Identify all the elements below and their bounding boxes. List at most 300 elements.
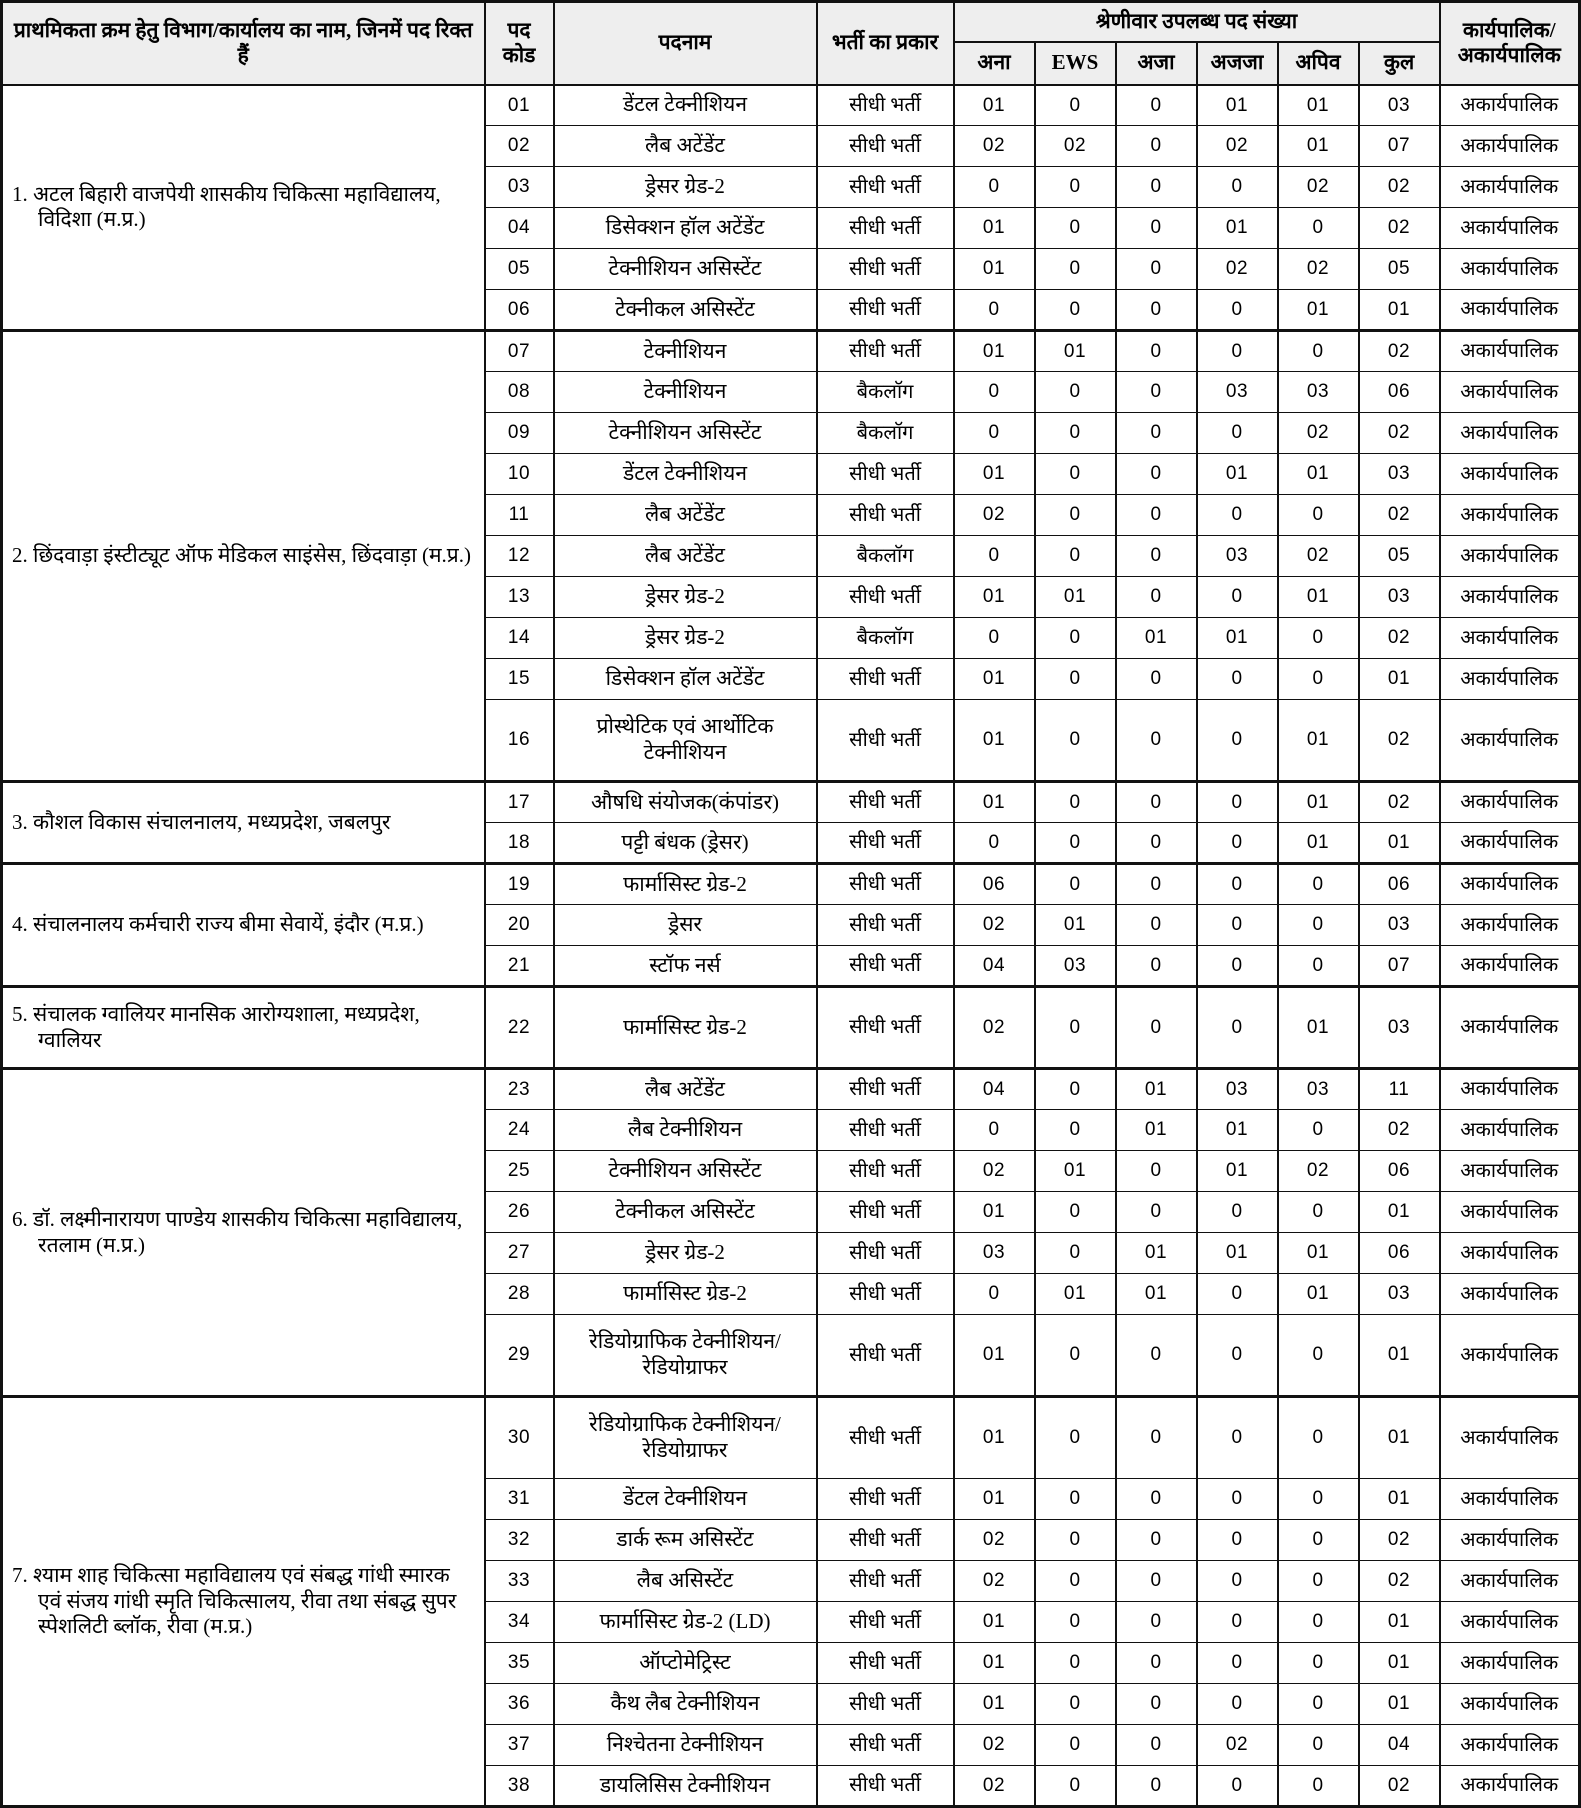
exec-cell: अकार्यपालिक <box>1440 1110 1580 1151</box>
count-aja-cell: 0 <box>1116 659 1197 700</box>
count-ajja-cell: 0 <box>1197 1315 1278 1397</box>
count-una-cell: 02 <box>954 495 1035 536</box>
count-ajja-cell: 0 <box>1197 1561 1278 1602</box>
post-code-cell: 18 <box>485 823 554 864</box>
count-ews-cell: 0 <box>1035 1192 1116 1233</box>
count-total-cell: 03 <box>1359 577 1440 618</box>
recruit-type-cell: सीधी भर्ती <box>817 1643 954 1684</box>
count-aja-cell: 01 <box>1116 618 1197 659</box>
count-ews-cell: 0 <box>1035 1725 1116 1766</box>
count-aja-cell: 01 <box>1116 1110 1197 1151</box>
post-name-cell: लैब अटेंडेंट <box>554 495 817 536</box>
count-una-cell: 0 <box>954 167 1035 208</box>
post-name-cell: टेक्नीशियन असिस्टेंट <box>554 1151 817 1192</box>
post-name-cell: लैब असिस्टेंट <box>554 1561 817 1602</box>
table-row <box>2 864 1580 905</box>
count-apiv-cell: 0 <box>1278 1602 1359 1643</box>
count-ews-cell: 0 <box>1035 85 1116 126</box>
count-aja-cell: 0 <box>1116 126 1197 167</box>
recruit-type-cell: सीधी भर्ती <box>817 1766 954 1807</box>
post-name-cell: टेक्नीशियन असिस्टेंट <box>554 413 817 454</box>
count-ajja-cell: 0 <box>1197 864 1278 905</box>
post-code-cell: 29 <box>485 1315 554 1397</box>
count-aja-cell: 0 <box>1116 1725 1197 1766</box>
count-ews-cell: 0 <box>1035 1069 1116 1110</box>
department-name: 4. संचालनालय कर्मचारी राज्य बीमा सेवायें, इंदौर (म.प्र.) <box>12 912 424 937</box>
post-code-cell: 26 <box>485 1192 554 1233</box>
count-total-cell: 01 <box>1359 1315 1440 1397</box>
count-apiv-cell: 03 <box>1278 1069 1359 1110</box>
exec-cell: अकार्यपालिक <box>1440 331 1580 372</box>
count-total-cell: 06 <box>1359 372 1440 413</box>
count-una-cell: 02 <box>954 987 1035 1069</box>
department-cell <box>2 782 485 864</box>
department-cell <box>2 987 485 1069</box>
post-name-cell: डायलिसिस टेक्नीशियन <box>554 1766 817 1807</box>
recruit-type-cell: सीधी भर्ती <box>817 1725 954 1766</box>
table-row <box>2 987 1580 1069</box>
recruit-type-cell: सीधी भर्ती <box>817 700 954 782</box>
header-post-name: पदनाम <box>554 2 817 85</box>
recruit-type-cell: बैकलॉग <box>817 536 954 577</box>
count-ews-cell: 0 <box>1035 208 1116 249</box>
count-una-cell: 01 <box>954 454 1035 495</box>
exec-cell: अकार्यपालिक <box>1440 454 1580 495</box>
count-aja-cell: 0 <box>1116 372 1197 413</box>
post-name-cell: टेक्नीशियन असिस्टेंट <box>554 249 817 290</box>
recruit-type-cell: सीधी भर्ती <box>817 167 954 208</box>
count-aja-cell: 0 <box>1116 1151 1197 1192</box>
count-apiv-cell: 01 <box>1278 1233 1359 1274</box>
count-ajja-cell: 0 <box>1197 1520 1278 1561</box>
post-code-cell: 01 <box>485 85 554 126</box>
count-apiv-cell: 02 <box>1278 413 1359 454</box>
count-apiv-cell: 0 <box>1278 1110 1359 1151</box>
count-aja-cell: 0 <box>1116 864 1197 905</box>
count-ajja-cell: 03 <box>1197 1069 1278 1110</box>
count-una-cell: 0 <box>954 290 1035 331</box>
count-ews-cell: 0 <box>1035 987 1116 1069</box>
count-una-cell: 01 <box>954 331 1035 372</box>
count-aja-cell: 0 <box>1116 823 1197 864</box>
count-ajja-cell: 0 <box>1197 577 1278 618</box>
count-total-cell: 06 <box>1359 1233 1440 1274</box>
post-code-cell: 13 <box>485 577 554 618</box>
header-category-1: EWS <box>1035 42 1116 85</box>
department-cell <box>2 1069 485 1397</box>
header-category-group: श्रेणीवार उपलब्ध पद संख्या <box>954 2 1440 42</box>
exec-cell: अकार्यपालिक <box>1440 1192 1580 1233</box>
post-name-cell: टेक्नीकल असिस्टेंट <box>554 290 817 331</box>
count-apiv-cell: 02 <box>1278 167 1359 208</box>
recruit-type-cell: सीधी भर्ती <box>817 1520 954 1561</box>
post-code-cell: 04 <box>485 208 554 249</box>
exec-cell: अकार्यपालिक <box>1440 1725 1580 1766</box>
count-una-cell: 01 <box>954 208 1035 249</box>
count-apiv-cell: 0 <box>1278 864 1359 905</box>
count-aja-cell: 0 <box>1116 905 1197 946</box>
count-apiv-cell: 0 <box>1278 1643 1359 1684</box>
count-total-cell: 03 <box>1359 85 1440 126</box>
count-total-cell: 02 <box>1359 618 1440 659</box>
count-una-cell: 0 <box>954 413 1035 454</box>
exec-cell: अकार्यपालिक <box>1440 126 1580 167</box>
post-name-cell: औषधि संयोजक(कंपांडर) <box>554 782 817 823</box>
table-row <box>2 1069 1580 1110</box>
count-total-cell: 06 <box>1359 864 1440 905</box>
count-apiv-cell: 02 <box>1278 1151 1359 1192</box>
post-code-cell: 27 <box>485 1233 554 1274</box>
exec-cell: अकार्यपालिक <box>1440 413 1580 454</box>
count-ews-cell: 0 <box>1035 1766 1116 1807</box>
post-name-cell: टेक्नीशियन <box>554 372 817 413</box>
exec-cell: अकार्यपालिक <box>1440 372 1580 413</box>
exec-cell: अकार्यपालिक <box>1440 1602 1580 1643</box>
count-apiv-cell: 0 <box>1278 1766 1359 1807</box>
post-code-cell: 12 <box>485 536 554 577</box>
count-total-cell: 04 <box>1359 1725 1440 1766</box>
post-code-cell: 22 <box>485 987 554 1069</box>
post-name-cell: डेंटल टेक्नीशियन <box>554 454 817 495</box>
count-una-cell: 04 <box>954 946 1035 987</box>
count-ews-cell: 01 <box>1035 905 1116 946</box>
count-ews-cell: 0 <box>1035 290 1116 331</box>
exec-cell: अकार्यपालिक <box>1440 700 1580 782</box>
count-una-cell: 02 <box>954 1725 1035 1766</box>
post-code-cell: 03 <box>485 167 554 208</box>
post-name-cell: निश्चेतना टेक्नीशियन <box>554 1725 817 1766</box>
post-name-cell: ऑप्टोमेट्रिस्ट <box>554 1643 817 1684</box>
count-total-cell: 05 <box>1359 249 1440 290</box>
count-apiv-cell: 01 <box>1278 454 1359 495</box>
department-cell <box>2 1397 485 1807</box>
post-code-cell: 14 <box>485 618 554 659</box>
exec-cell: अकार्यपालिक <box>1440 536 1580 577</box>
count-ajja-cell: 0 <box>1197 987 1278 1069</box>
count-total-cell: 11 <box>1359 1069 1440 1110</box>
department-cell <box>2 331 485 782</box>
count-una-cell: 02 <box>954 1151 1035 1192</box>
count-ews-cell: 0 <box>1035 249 1116 290</box>
post-code-cell: 34 <box>485 1602 554 1643</box>
count-ajja-cell: 0 <box>1197 167 1278 208</box>
count-aja-cell: 0 <box>1116 413 1197 454</box>
post-name-cell: टेक्नीशियन <box>554 331 817 372</box>
count-ajja-cell: 0 <box>1197 495 1278 536</box>
count-aja-cell: 01 <box>1116 1069 1197 1110</box>
count-ajja-cell: 0 <box>1197 782 1278 823</box>
post-name-cell: ड्रेसर ग्रेड-2 <box>554 1233 817 1274</box>
count-ajja-cell: 01 <box>1197 1110 1278 1151</box>
count-aja-cell: 0 <box>1116 1602 1197 1643</box>
count-total-cell: 02 <box>1359 1110 1440 1151</box>
post-name-cell: रेडियोग्राफिक टेक्नीशियन/रेडियोग्राफर <box>554 1397 817 1479</box>
post-name-cell: फार्मासिस्ट ग्रेड-2 (LD) <box>554 1602 817 1643</box>
count-ajja-cell: 0 <box>1197 1274 1278 1315</box>
exec-cell: अकार्यपालिक <box>1440 1069 1580 1110</box>
count-aja-cell: 0 <box>1116 577 1197 618</box>
count-apiv-cell: 02 <box>1278 536 1359 577</box>
count-aja-cell: 0 <box>1116 1520 1197 1561</box>
count-apiv-cell: 01 <box>1278 85 1359 126</box>
count-apiv-cell: 0 <box>1278 495 1359 536</box>
post-code-cell: 19 <box>485 864 554 905</box>
count-ews-cell: 01 <box>1035 577 1116 618</box>
department-name: 1. अटल बिहारी वाजपेयी शासकीय चिकित्सा महाविद्यालय, विदिशा (म.प्र.) <box>12 181 441 232</box>
table-header <box>2 2 1580 85</box>
count-ajja-cell: 0 <box>1197 700 1278 782</box>
count-una-cell: 01 <box>954 700 1035 782</box>
recruit-type-cell: सीधी भर्ती <box>817 782 954 823</box>
count-apiv-cell: 0 <box>1278 331 1359 372</box>
count-aja-cell: 0 <box>1116 454 1197 495</box>
post-code-cell: 09 <box>485 413 554 454</box>
post-name-cell: फार्मासिस्ट ग्रेड-2 <box>554 864 817 905</box>
count-una-cell: 01 <box>954 1397 1035 1479</box>
recruit-type-cell: सीधी भर्ती <box>817 1479 954 1520</box>
post-code-cell: 24 <box>485 1110 554 1151</box>
post-name-cell: ड्रेसर ग्रेड-2 <box>554 618 817 659</box>
vacancy-table-body <box>2 85 1580 1807</box>
count-ews-cell: 0 <box>1035 864 1116 905</box>
count-apiv-cell: 0 <box>1278 1520 1359 1561</box>
count-ajja-cell: 03 <box>1197 536 1278 577</box>
post-code-cell: 38 <box>485 1766 554 1807</box>
count-ews-cell: 0 <box>1035 1643 1116 1684</box>
count-total-cell: 02 <box>1359 413 1440 454</box>
count-apiv-cell: 0 <box>1278 1397 1359 1479</box>
count-una-cell: 0 <box>954 372 1035 413</box>
exec-cell: अकार्यपालिक <box>1440 1520 1580 1561</box>
count-apiv-cell: 0 <box>1278 659 1359 700</box>
recruit-type-cell: सीधी भर्ती <box>817 85 954 126</box>
count-ews-cell: 0 <box>1035 659 1116 700</box>
count-ajja-cell: 0 <box>1197 1397 1278 1479</box>
count-una-cell: 02 <box>954 1766 1035 1807</box>
post-code-cell: 10 <box>485 454 554 495</box>
post-name-cell: डेंटल टेक्नीशियन <box>554 1479 817 1520</box>
count-total-cell: 06 <box>1359 1151 1440 1192</box>
count-una-cell: 02 <box>954 1520 1035 1561</box>
exec-cell: अकार्यपालिक <box>1440 249 1580 290</box>
count-apiv-cell: 01 <box>1278 987 1359 1069</box>
recruit-type-cell: सीधी भर्ती <box>817 495 954 536</box>
count-ajja-cell: 0 <box>1197 1479 1278 1520</box>
exec-cell: अकार्यपालिक <box>1440 905 1580 946</box>
count-una-cell: 0 <box>954 536 1035 577</box>
exec-cell: अकार्यपालिक <box>1440 1684 1580 1725</box>
post-name-cell: कैथ लैब टेक्नीशियन <box>554 1684 817 1725</box>
count-ews-cell: 01 <box>1035 1274 1116 1315</box>
header-recruit-type: भर्ती का प्रकार <box>817 2 954 85</box>
count-total-cell: 03 <box>1359 1274 1440 1315</box>
post-code-cell: 25 <box>485 1151 554 1192</box>
count-ews-cell: 03 <box>1035 946 1116 987</box>
count-ajja-cell: 03 <box>1197 372 1278 413</box>
post-name-cell: डार्क रूम असिस्टेंट <box>554 1520 817 1561</box>
count-total-cell: 01 <box>1359 290 1440 331</box>
recruit-type-cell: बैकलॉग <box>817 413 954 454</box>
count-ews-cell: 01 <box>1035 331 1116 372</box>
count-una-cell: 02 <box>954 126 1035 167</box>
count-una-cell: 01 <box>954 782 1035 823</box>
count-aja-cell: 0 <box>1116 782 1197 823</box>
count-apiv-cell: 01 <box>1278 700 1359 782</box>
post-name-cell: ड्रेसर <box>554 905 817 946</box>
count-total-cell: 07 <box>1359 126 1440 167</box>
count-total-cell: 02 <box>1359 782 1440 823</box>
count-ews-cell: 0 <box>1035 1479 1116 1520</box>
post-name-cell: प्रोस्थेटिक एवं आर्थोटिक टेक्नीशियन <box>554 700 817 782</box>
count-aja-cell: 0 <box>1116 1684 1197 1725</box>
count-una-cell: 01 <box>954 1602 1035 1643</box>
exec-cell: अकार्यपालिक <box>1440 167 1580 208</box>
recruit-type-cell: सीधी भर्ती <box>817 905 954 946</box>
count-aja-cell: 0 <box>1116 331 1197 372</box>
table-row <box>2 331 1580 372</box>
count-aja-cell: 0 <box>1116 536 1197 577</box>
count-ews-cell: 0 <box>1035 495 1116 536</box>
exec-cell: अकार्यपालिक <box>1440 1397 1580 1479</box>
header-exec: कार्यपालिक/ अकार्यपालिक <box>1440 2 1580 85</box>
count-una-cell: 01 <box>954 1479 1035 1520</box>
count-ajja-cell: 01 <box>1197 454 1278 495</box>
count-aja-cell: 0 <box>1116 290 1197 331</box>
department-name: 7. श्याम शाह चिकित्सा महाविद्यालय एवं संबद्ध गांधी स्मारक एवं संजय गांधी स्मृति चिकित्सालय, रीवा तथा संबद्ध सुपर स्पेशलिटी ब्लॉक, रीवा (म.प्र.) <box>12 1563 457 1639</box>
count-una-cell: 01 <box>954 1315 1035 1397</box>
count-una-cell: 01 <box>954 1192 1035 1233</box>
recruit-type-cell: सीधी भर्ती <box>817 864 954 905</box>
exec-cell: अकार्यपालिक <box>1440 1233 1580 1274</box>
recruit-type-cell: सीधी भर्ती <box>817 1192 954 1233</box>
count-una-cell: 01 <box>954 1684 1035 1725</box>
count-ews-cell: 0 <box>1035 823 1116 864</box>
recruit-type-cell: बैकलॉग <box>817 618 954 659</box>
count-una-cell: 01 <box>954 659 1035 700</box>
count-aja-cell: 0 <box>1116 1766 1197 1807</box>
count-total-cell: 02 <box>1359 700 1440 782</box>
count-ews-cell: 0 <box>1035 167 1116 208</box>
post-name-cell: डेंटल टेक्नीशियन <box>554 85 817 126</box>
exec-cell: अकार्यपालिक <box>1440 864 1580 905</box>
count-aja-cell: 0 <box>1116 249 1197 290</box>
exec-cell: अकार्यपालिक <box>1440 495 1580 536</box>
count-apiv-cell: 01 <box>1278 577 1359 618</box>
post-name-cell: स्टॉफ नर्स <box>554 946 817 987</box>
count-total-cell: 01 <box>1359 1479 1440 1520</box>
count-una-cell: 02 <box>954 1561 1035 1602</box>
count-ews-cell: 0 <box>1035 1520 1116 1561</box>
post-code-cell: 28 <box>485 1274 554 1315</box>
count-aja-cell: 0 <box>1116 987 1197 1069</box>
post-name-cell: लैब अटेंडेंट <box>554 126 817 167</box>
count-ews-cell: 0 <box>1035 1315 1116 1397</box>
count-ews-cell: 0 <box>1035 1397 1116 1479</box>
count-ajja-cell: 0 <box>1197 946 1278 987</box>
count-aja-cell: 0 <box>1116 700 1197 782</box>
post-name-cell: डिसेक्शन हॉल अटेंडेंट <box>554 208 817 249</box>
post-name-cell: टेक्नीकल असिस्टेंट <box>554 1192 817 1233</box>
count-ews-cell: 0 <box>1035 1233 1116 1274</box>
count-una-cell: 01 <box>954 577 1035 618</box>
count-total-cell: 02 <box>1359 208 1440 249</box>
post-code-cell: 20 <box>485 905 554 946</box>
count-aja-cell: 0 <box>1116 1643 1197 1684</box>
recruit-type-cell: सीधी भर्ती <box>817 1684 954 1725</box>
count-apiv-cell: 01 <box>1278 1274 1359 1315</box>
exec-cell: अकार्यपालिक <box>1440 1315 1580 1397</box>
count-ajja-cell: 01 <box>1197 1233 1278 1274</box>
count-ajja-cell: 0 <box>1197 1192 1278 1233</box>
count-ajja-cell: 0 <box>1197 1684 1278 1725</box>
count-apiv-cell: 0 <box>1278 1315 1359 1397</box>
count-una-cell: 01 <box>954 85 1035 126</box>
count-una-cell: 02 <box>954 905 1035 946</box>
department-name: 3. कौशल विकास संचालनालय, मध्यप्रदेश, जबलपुर <box>12 809 391 834</box>
count-ajja-cell: 0 <box>1197 905 1278 946</box>
exec-cell: अकार्यपालिक <box>1440 290 1580 331</box>
header-category-2: अजा <box>1116 42 1197 85</box>
count-total-cell: 01 <box>1359 1602 1440 1643</box>
count-total-cell: 01 <box>1359 659 1440 700</box>
count-ews-cell: 01 <box>1035 1151 1116 1192</box>
count-apiv-cell: 0 <box>1278 905 1359 946</box>
count-ajja-cell: 01 <box>1197 208 1278 249</box>
recruit-type-cell: सीधी भर्ती <box>817 208 954 249</box>
exec-cell: अकार्यपालिक <box>1440 208 1580 249</box>
count-aja-cell: 0 <box>1116 1192 1197 1233</box>
count-total-cell: 03 <box>1359 454 1440 495</box>
post-name-cell: लैब टेक्नीशियन <box>554 1110 817 1151</box>
exec-cell: अकार्यपालिक <box>1440 1151 1580 1192</box>
exec-cell: अकार्यपालिक <box>1440 577 1580 618</box>
exec-cell: अकार्यपालिक <box>1440 1274 1580 1315</box>
post-code-cell: 11 <box>485 495 554 536</box>
recruit-type-cell: सीधी भर्ती <box>817 946 954 987</box>
count-ajja-cell: 0 <box>1197 331 1278 372</box>
table-row <box>2 85 1580 126</box>
department-cell <box>2 864 485 987</box>
count-aja-cell: 0 <box>1116 1479 1197 1520</box>
count-apiv-cell: 0 <box>1278 1684 1359 1725</box>
count-apiv-cell: 0 <box>1278 618 1359 659</box>
count-ajja-cell: 0 <box>1197 290 1278 331</box>
recruit-type-cell: सीधी भर्ती <box>817 1151 954 1192</box>
count-total-cell: 07 <box>1359 946 1440 987</box>
post-code-cell: 02 <box>485 126 554 167</box>
count-ajja-cell: 01 <box>1197 85 1278 126</box>
recruit-type-cell: सीधी भर्ती <box>817 823 954 864</box>
post-code-cell: 05 <box>485 249 554 290</box>
recruit-type-cell: सीधी भर्ती <box>817 126 954 167</box>
count-ajja-cell: 01 <box>1197 618 1278 659</box>
count-una-cell: 03 <box>954 1233 1035 1274</box>
count-total-cell: 02 <box>1359 167 1440 208</box>
post-code-cell: 36 <box>485 1684 554 1725</box>
count-ews-cell: 0 <box>1035 536 1116 577</box>
count-total-cell: 01 <box>1359 1643 1440 1684</box>
count-apiv-cell: 0 <box>1278 1725 1359 1766</box>
post-code-cell: 30 <box>485 1397 554 1479</box>
count-apiv-cell: 0 <box>1278 1479 1359 1520</box>
count-una-cell: 0 <box>954 1110 1035 1151</box>
exec-cell: अकार्यपालिक <box>1440 85 1580 126</box>
department-name: 6. डॉ. लक्ष्मीनारायण पाण्डेय शासकीय चिकित्सा महाविद्यालय, रतलाम (म.प्र.) <box>12 1206 463 1257</box>
count-total-cell: 02 <box>1359 1520 1440 1561</box>
post-name-cell: फार्मासिस्ट ग्रेड-2 <box>554 987 817 1069</box>
recruit-type-cell: सीधी भर्ती <box>817 1602 954 1643</box>
count-aja-cell: 01 <box>1116 1233 1197 1274</box>
